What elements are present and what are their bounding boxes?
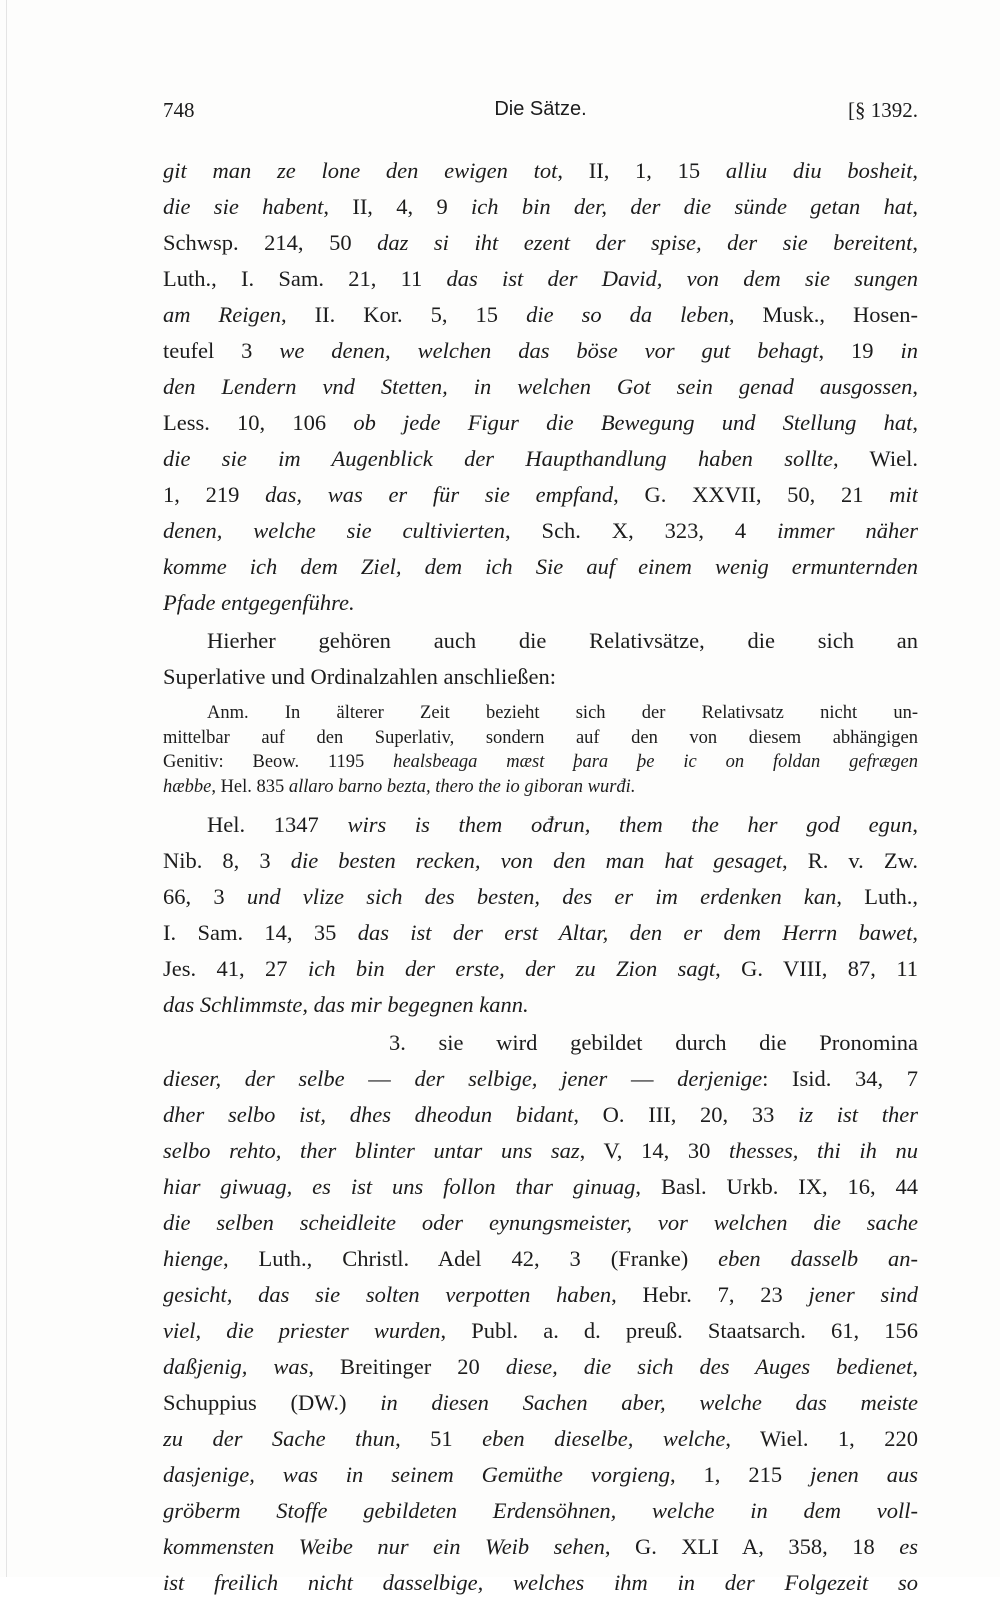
annotation-note (163, 701, 918, 799)
text-line: 66, 3 und vlize sich des besten, des er im erdenken kan, Luth., (163, 884, 918, 909)
text-line: Jes. 41, 27 ich bin der erste, der zu Zion sagt, G. VIII, 87, 11 (163, 956, 918, 981)
text-line: kommensten Weibe nur ein Weib sehen, G. XLI A, 358, 18 es (163, 1534, 918, 1559)
note-line: Anm. In älterer Zeit bezieht sich der Relativsatz nicht un- (207, 703, 918, 723)
text-line: ist freilich nicht dasselbige, welches ihm in der Folgezeit so (163, 1570, 918, 1595)
text-line: Schwsp. 214, 50 daz si iht ezent der spise, der sie bereitent, (163, 230, 918, 255)
text-line: die sie im Augenblick der Haupthandlung haben sollte, Wiel. (163, 446, 918, 471)
text-line: die selben scheidleite oder eynungsmeister, vor welchen die sache (163, 1210, 918, 1235)
text-line: teufel 3 we denen, welchen das böse vor gut behagt, 19 in (163, 338, 918, 363)
text-line: dieser, der selbe — der selbige, jener — derjenige: Isid. 34, 7 (163, 1066, 918, 1091)
text-line: I. Sam. 14, 35 das ist der erst Altar, den er dem Herrn bawet, (163, 920, 918, 945)
text-line: 3. sie wird gebildet durch die Pronomina (389, 1030, 918, 1055)
running-header (163, 98, 918, 128)
text-line: Nib. 8, 3 die besten recken, von den man hat gesaget, R. v. Zw. (163, 848, 918, 873)
paragraph-examples-1 (163, 153, 918, 621)
note-line: Genitiv: Beow. 1195 healsbeaga mæst þara þe ic on foldan gefrægen (163, 752, 918, 772)
running-title: Die Sätze. (494, 98, 587, 120)
paragraph-superlative (163, 623, 918, 695)
text-line: das Schlimmste, das mir begegnen kann. (163, 992, 529, 1017)
note-line: mittelbar auf den Superlativ, sondern auf den von diesem abhängigen (163, 727, 918, 748)
text-line: dher selbo ist, dhes dheodun bidant, O. III, 20, 33 iz ist ther (163, 1102, 918, 1127)
text-line: hienge, Luth., Christl. Adel 42, 3 (Franke) eben dasselb an- (163, 1246, 918, 1271)
page-number: 748 (163, 98, 195, 122)
text-line: git man ze lone den ewigen tot, II, 1, 15 alliu diu bosheit, (163, 158, 918, 183)
text-line: hiar giwuag, es ist uns follon thar ginuag, Basl. Urkb. IX, 16, 44 (163, 1174, 918, 1199)
text-line: den Lendern vnd Stetten, in welchen Got sein genad ausgossen, (163, 374, 918, 399)
page-body (163, 153, 918, 1601)
paragraph-examples-2 (163, 807, 918, 1023)
text-line: Superlative und Ordinalzahlen anschließen: (163, 664, 556, 689)
text-line: daßjenig, was, Breitinger 20 diese, die sich des Auges bedienet, (163, 1354, 918, 1379)
text-line: Hierher gehören auch die Relativsätze, die sich an (207, 628, 918, 653)
text-line: dasjenige, was in seinem Gemüthe vorgieng, 1, 215 jenen aus (163, 1462, 918, 1487)
text-line: gesicht, das sie solten verpotten haben, Hebr. 7, 23 jener sind (163, 1282, 918, 1307)
text-line: Hel. 1347 wirs is them ođrun, them the her god egun, (207, 812, 918, 837)
text-line: Schuppius (DW.) in diesen Sachen aber, welche das meiste (163, 1390, 918, 1415)
note-line: hæbbe, Hel. 835 allaro barno bezta, thero the io giboran wurđi. (163, 776, 636, 797)
text-line: Luth., I. Sam. 21, 11 das ist der David, von dem sie sungen (163, 266, 918, 291)
text-line: selbo rehto, ther blinter untar uns saz, V, 14, 30 thesses, thi ih nu (163, 1138, 918, 1163)
text-line: die sie habent, II, 4, 9 ich bin der, der die sünde getan hat, (163, 194, 918, 219)
text-line: denen, welche sie cultivierten, Sch. X, 323, 4 immer näher (163, 518, 918, 543)
text-line: zu der Sache thun, 51 eben dieselbe, welche, Wiel. 1, 220 (163, 1426, 918, 1451)
text-line: viel, die priester wurden, Publ. a. d. preuß. Staatsarch. 61, 156 (163, 1318, 918, 1343)
section-marker: [§ 1392. (848, 98, 918, 122)
text-line: 1, 219 das, was er für sie empfand, G. XXVII, 50, 21 mit (163, 482, 918, 507)
text-line: Less. 10, 106 ob jede Figur die Bewegung und Stellung hat, (163, 410, 918, 435)
text-line: am Reigen, II. Kor. 5, 15 die so da leben, Musk., Hosen- (163, 302, 918, 327)
text-line: gröberm Stoffe gebildeten Erdensöhnen, welche in dem voll- (163, 1498, 918, 1523)
paragraph-pronomina (163, 1025, 918, 1601)
text-line: komme ich dem Ziel, dem ich Sie auf einem wenig ermunternden (163, 554, 918, 579)
text-line: Pfade entgegenführe. (163, 590, 355, 615)
